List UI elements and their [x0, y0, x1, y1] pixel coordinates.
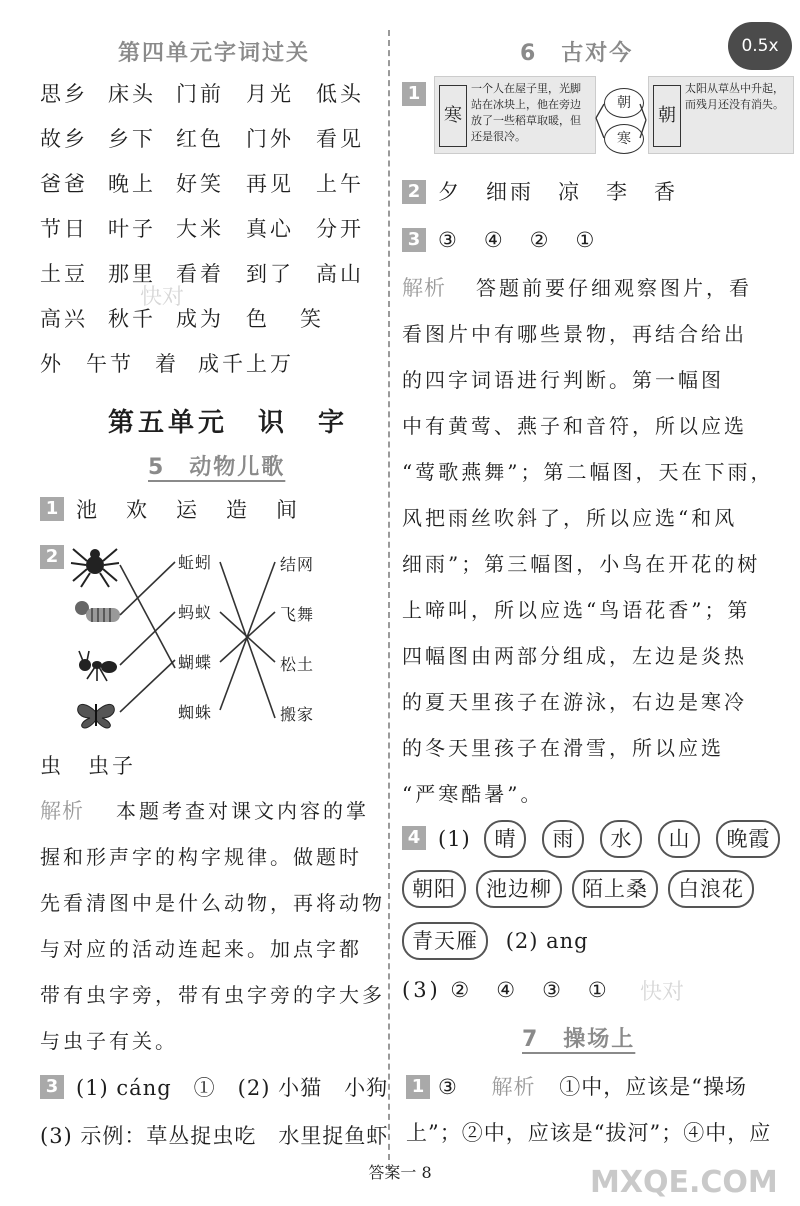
unit5-title: 第五单元 识 字: [108, 408, 349, 438]
unit4-word: 色: [246, 307, 270, 331]
unit4-title: 第四单元字词过关: [118, 41, 311, 66]
butterfly-icon: [78, 704, 115, 728]
q2-word: 蝴蝶: [178, 653, 213, 672]
q2-action: 搬家: [280, 705, 315, 724]
picture-box-2-text: 太阳从草丛中升起，而残月还没有消失。: [685, 82, 784, 111]
analysis-label: 解析: [402, 276, 446, 300]
q4-row3: [402, 922, 589, 960]
q7-analysis-start: ①中，应该是“操场: [559, 1075, 747, 1099]
q4-row1: [438, 820, 790, 858]
unit4-word: 高兴: [40, 307, 88, 331]
unit4-word: 叶子: [108, 217, 156, 241]
column-divider: [388, 30, 390, 1170]
q4-row2: [402, 870, 764, 908]
circled-word: 陌上桑: [572, 870, 658, 908]
circled-word: 水: [600, 820, 642, 858]
unit4-word: 故乡: [40, 127, 88, 151]
circled-word: 池边柳: [476, 870, 562, 908]
caterpillar-icon: [75, 601, 120, 622]
analysis-line: 本题考查对课文内容的掌: [116, 799, 369, 823]
lesson6-title: 6 古对今: [520, 41, 634, 66]
circled-word: 晚霞: [716, 820, 780, 858]
analysis-line: 的夏天里孩子在游泳，右边是寒冷: [402, 690, 747, 714]
page-footer: 答案一 8: [368, 1163, 432, 1182]
q7-line2: 上”；②中，应该是“拔河”；④中，应: [406, 1121, 772, 1145]
unit4-word: 分开: [316, 217, 364, 241]
lesson7-title: 7 操场上: [522, 1027, 636, 1052]
analysis-line: “严寒酷暑”。: [402, 782, 544, 806]
analysis-line: 握和形声字的构字规律。做题时: [40, 845, 362, 869]
unit4-word: 那里: [108, 262, 156, 286]
unit4-word: 成为: [176, 307, 224, 331]
question-number: 2: [40, 545, 64, 569]
q1-answer: 池 欢 运 造 间: [76, 498, 301, 522]
q2-word: 蜘蛛: [178, 703, 213, 722]
unit4-word: 土豆: [40, 262, 88, 286]
unit4-word: 低头: [316, 82, 364, 106]
unit4-word: 晚上: [108, 172, 156, 196]
q3-line2: (3) 示例：草丛捉虫吃 水里捉鱼虾: [40, 1124, 389, 1148]
analysis-line: 的四字词语进行判断。第一幅图: [402, 368, 724, 392]
q3-answer: ③ ④ ② ①: [438, 228, 598, 252]
lesson5-title: 5 动物儿歌: [148, 455, 286, 480]
circled-word: 晴: [484, 820, 526, 858]
question-number: 3: [402, 228, 426, 252]
q2-word: 蚯蚓: [178, 553, 213, 572]
analysis-line: 风把雨丝吹斜了，所以应选“和风: [402, 506, 738, 530]
q4-part2: (2) ang: [505, 929, 589, 953]
ancient-glyph-icon: 朝: [653, 85, 681, 147]
analysis-line: 带有虫字旁，带有虫字旁的字大多: [40, 983, 385, 1007]
unit4-word: 月光: [246, 82, 294, 106]
unit4-word: 乡下: [108, 127, 156, 151]
unit4-word: 好笑: [176, 172, 224, 196]
unit4-word: 思乡: [40, 82, 88, 106]
question-number: 1: [402, 82, 426, 106]
answer-oval-bottom: 寒: [604, 124, 644, 154]
analysis-line: 的冬天里孩子在滑雪，所以应选: [402, 736, 724, 760]
analysis-line: 与对应的活动连起来。加点字都: [40, 937, 362, 961]
analysis-line: 答题前要仔细观察图片，看: [476, 276, 752, 300]
analysis-line: 细雨”；第三幅图，小鸟在开花的树: [402, 552, 761, 576]
analysis-line: 上啼叫，所以应选“鸟语花香”；第: [402, 598, 751, 622]
unit4-word: 看着: [176, 262, 224, 286]
analysis-line: 中有黄莺、燕子和音符，所以应选: [402, 414, 747, 438]
question-number: 4: [402, 826, 426, 850]
unit4-word: 再见: [246, 172, 294, 196]
q4-part1-words: [478, 827, 790, 851]
q2-extra-answer: 虫 虫子: [40, 754, 136, 778]
question-number: 1: [40, 497, 64, 521]
analysis-label: 解析: [491, 1075, 536, 1099]
q3-line1: (1) cáng ① (2) 小猫 小狗: [76, 1076, 389, 1100]
analysis-line: 与虫子有关。: [40, 1029, 178, 1053]
spider-icon: [71, 549, 119, 587]
watermark: 快对: [640, 980, 685, 1005]
ancient-glyph-icon: 寒: [439, 85, 467, 147]
unit4-word: 床头: [108, 82, 156, 106]
q2-answer: 夕 细雨 凉 李 香: [438, 180, 678, 204]
analysis-line: 看图片中有哪些景物，再结合给出: [402, 322, 747, 346]
q7-answer: ③: [438, 1075, 458, 1099]
circled-word: 白浪花: [668, 870, 754, 908]
q2-action: 结网: [280, 555, 315, 574]
q2-action: 飞舞: [280, 605, 315, 624]
circled-word: 山: [658, 820, 700, 858]
circled-word: 雨: [542, 820, 584, 858]
analysis-line: 先看清图中是什么动物，再将动物: [40, 891, 385, 915]
q4-part3: (3) ② ④ ③ ①: [402, 978, 610, 1002]
unit4-word: 笑: [300, 307, 324, 331]
unit4-word: 看见: [316, 127, 364, 151]
circled-word: 朝阳: [402, 870, 466, 908]
circled-word: 青天雁: [402, 922, 488, 960]
unit4-word: 节日: [40, 217, 88, 241]
q2-action: 松土: [280, 655, 315, 674]
match-lines: [588, 90, 648, 150]
watermark: 快对: [140, 285, 185, 310]
question-number: 3: [40, 1075, 64, 1099]
question-number: 2: [402, 180, 426, 204]
analysis-label: 解析: [40, 799, 84, 823]
unit4-word: 高山: [316, 262, 364, 286]
unit4-word: 红色: [176, 127, 224, 151]
answer-oval-top: 朝: [604, 88, 644, 118]
analysis-line: 四幅图由两部分组成，左边是炎热: [402, 644, 747, 668]
unit4-word: 成千上万: [198, 352, 294, 376]
unit4-word: 上午: [316, 172, 364, 196]
unit4-word: 外: [40, 352, 64, 376]
unit4-word: 大米: [176, 217, 224, 241]
picture-box-1: [434, 76, 596, 154]
unit4-word: 着: [155, 352, 179, 376]
zoom-badge[interactable]: 0.5x: [728, 22, 792, 70]
unit4-word: 秋千: [108, 307, 156, 331]
unit4-word: 门前: [176, 82, 224, 106]
picture-box-1-text: 一个人在屋子里，光脚站在冰块上，他在旁边放了一些稻草取暖，但还是很冷。: [471, 82, 581, 143]
q2-word: 蚂蚁: [178, 603, 213, 622]
ant-icon: [79, 651, 117, 681]
unit4-word: 到了: [246, 262, 294, 286]
unit4-word: 门外: [246, 127, 294, 151]
unit4-word: 爸爸: [40, 172, 88, 196]
unit4-word: 午节: [86, 352, 134, 376]
analysis-line: “莺歌燕舞”；第二幅图，天在下雨，: [402, 460, 774, 484]
q4-part1-label: (1): [438, 827, 471, 851]
unit4-word: 真心: [246, 217, 294, 241]
watermark: MXQE.COM: [590, 1165, 778, 1200]
q7-line1: [438, 1071, 747, 1101]
question-number: 1: [406, 1075, 430, 1099]
picture-box-2: [648, 76, 794, 154]
